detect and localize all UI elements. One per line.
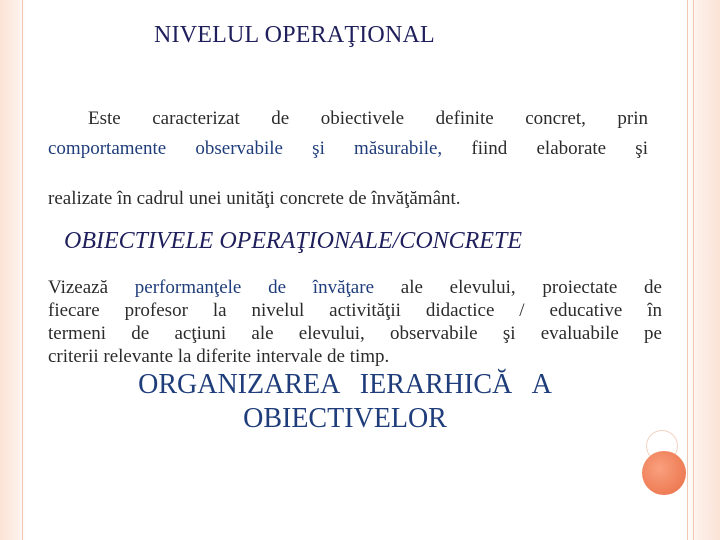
decorative-circle-orange — [642, 451, 686, 495]
highlighted-phrase: comportamente observabile şi măsurabile, — [48, 138, 443, 159]
section-subtitle: OBIECTIVELE OPERAŢIONALE/CONCRETE — [64, 228, 522, 254]
intro-paragraph — [48, 104, 648, 214]
section-heading — [60, 368, 630, 436]
paragraph-line: criterii relevante la diferite intervale de timp. — [48, 346, 390, 367]
paragraph-text: ale elevului, proiectate de — [374, 277, 662, 298]
paragraph-text: fiind elaborate şi — [442, 138, 648, 159]
right-frame-decoration — [686, 0, 720, 540]
slide-title: NIVELUL OPERAŢIONAL — [154, 22, 435, 48]
paragraph-line — [48, 134, 648, 164]
paragraph-line — [48, 276, 662, 299]
right-frame-line — [693, 0, 694, 540]
heading-line: ORGANIZAREA IERARHICĂ A — [138, 369, 552, 400]
highlighted-phrase: performanţele de învăţare — [134, 277, 374, 298]
paragraph-line: termeni de acţiuni ale elevului, observabile şi evaluabile pe — [48, 323, 662, 344]
paragraph-text: Vizează — [48, 277, 135, 298]
paragraph-line: realizate în cadrul unei unităţi concrete de învăţământ. — [48, 188, 461, 209]
left-frame-line — [22, 0, 23, 540]
heading-line: OBIECTIVELOR — [243, 403, 447, 434]
paragraph-line: Este caracterizat de obiectivele definite concret, prin — [88, 108, 648, 129]
paragraph-line: fiecare profesor la nivelul activităţii didactice / educative în — [48, 300, 662, 321]
right-frame-line — [687, 0, 688, 540]
definition-paragraph — [48, 276, 662, 368]
